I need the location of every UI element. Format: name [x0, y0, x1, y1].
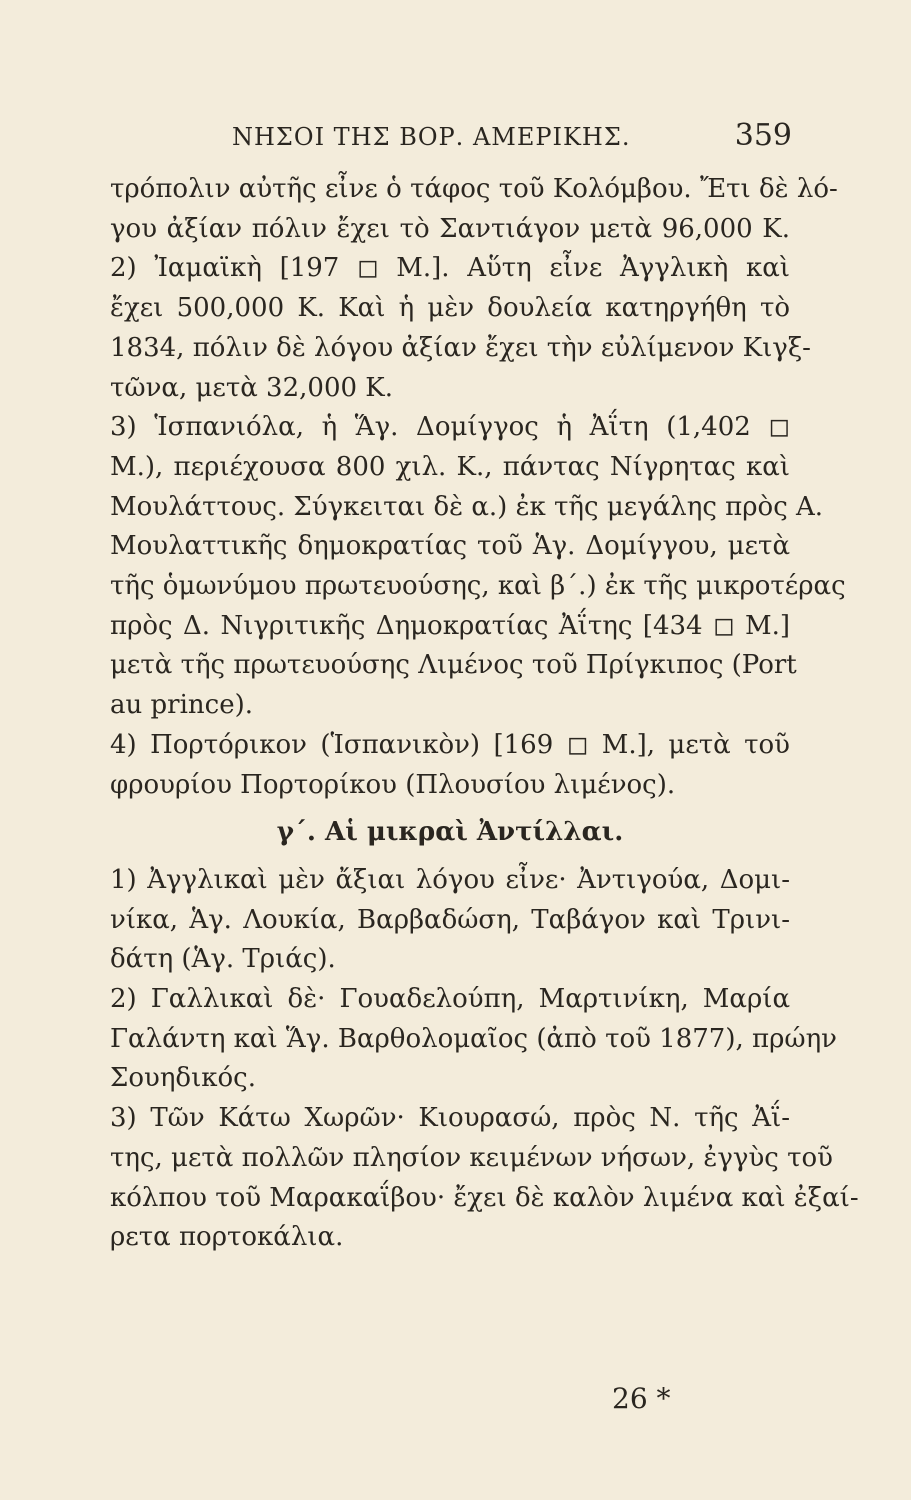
- text-line: 2) Ἰαμαϊκὴ [197 ◻ Μ.]. Αὕτη εἶνε Ἀγγλικὴ καὶ: [110, 253, 790, 284]
- running-title: ΝΗΣΟΙ ΤΗΣ ΒΟΡ. ΑΜΕΡΙΚΗΣ.: [232, 123, 631, 151]
- text-line: τρόπολιν αὐτῆς εἶνε ὁ τάφος τοῦ Κολόμβου. Ἔτι δὲ λό-: [110, 174, 838, 204]
- text-line: νίκα, Ἁγ. Λουκία, Βαρβαδώση, Ταβάγον καὶ Τρινι-: [110, 904, 790, 935]
- text-line: τῆς ὁμωνύμου πρωτευούσης, καὶ β΄.) ἐκ τῆς μικροτέρας: [110, 571, 846, 602]
- text-line: τῶνα, μετὰ 32,000 Κ.: [110, 372, 393, 403]
- page-number: 359: [734, 118, 792, 153]
- text-line: κόλπου τοῦ Μαρακαΐβου· ἔχει δὲ καλὸν λιμένα καὶ ἐξαί-: [110, 1182, 859, 1213]
- page-header: [232, 118, 792, 158]
- text-line: μετὰ τῆς πρωτευούσης Λιμένος τοῦ Πρίγκιπος (Port: [110, 650, 797, 681]
- text-line: Μουλάττους. Σύγκειται δὲ α.) ἐκ τῆς μεγάλης πρὸς Α.: [110, 491, 824, 522]
- text-line: 3) Ἱσπανιόλα, ἡ Ἅγ. Δομίγγος ἡ Ἀΐτη (1,402 ◻: [110, 412, 790, 443]
- text-line: δάτη (Ἁγ. Τριάς).: [110, 944, 336, 975]
- text-line: ἔχει 500,000 Κ. Καὶ ἡ μὲν δουλεία κατηργήθη τὸ: [110, 293, 790, 324]
- text-line: Σουηδικός.: [110, 1063, 256, 1094]
- text-line: 4) Πορτόρικον (Ἱσπανικὸν) [169 ◻ Μ.], μετὰ τοῦ: [110, 729, 790, 760]
- text-line: 1834, πόλιν δὲ λόγου ἀξίαν ἔχει τὴν εὐλίμενον Κιγξ-: [110, 332, 811, 363]
- text-line: πρὸς Δ. Νιγριτικῆς Δημοκρατίας Ἀΐτης [434 ◻ Μ.]: [110, 610, 790, 641]
- body-text: [110, 170, 859, 1258]
- text-line: γου ἀξίαν πόλιν ἔχει τὸ Σαντιάγον μετὰ 96,000 Κ.: [110, 213, 790, 244]
- text-line: φρουρίου Πορτορίκου (Πλουσίου λιμένος).: [110, 769, 676, 800]
- text-line: Μ.), περιέχουσα 800 χιλ. Κ., πάντας Νίγρητας καὶ: [110, 451, 790, 482]
- text-line: 2) Γαλλικαὶ δὲ· Γουαδελούπη, Μαρτινίκη, Μαρία: [110, 984, 790, 1015]
- text-line: 3) Τῶν Κάτω Χωρῶν· Κιουρασώ, πρὸς Ν. τῆς Ἀΐ-: [110, 1103, 790, 1134]
- text-line: Γαλάντη καὶ Ἅγ. Βαρθολομαῖος (ἀπὸ τοῦ 1877), πρώην: [110, 1023, 837, 1054]
- text-line: 1) Ἀγγλικαὶ μὲν ἄξιαι λόγου εἶνε· Ἀντιγούα, Δομι-: [110, 864, 790, 895]
- section-heading: γ΄. Αἱ μικραὶ Ἀντίλλαι.: [276, 817, 624, 848]
- text-line: Μουλαττικῆς δημοκρατίας τοῦ Ἁγ. Δομίγγου, μετὰ: [110, 531, 790, 562]
- text-line: της, μετὰ πολλῶν πλησίον κειμένων νήσων, ἐγγὺς τοῦ: [110, 1142, 833, 1173]
- text-line: au prince).: [110, 690, 253, 721]
- text-line: ρετα πορτοκάλια.: [110, 1222, 344, 1253]
- signature-mark: 26 *: [612, 1382, 671, 1415]
